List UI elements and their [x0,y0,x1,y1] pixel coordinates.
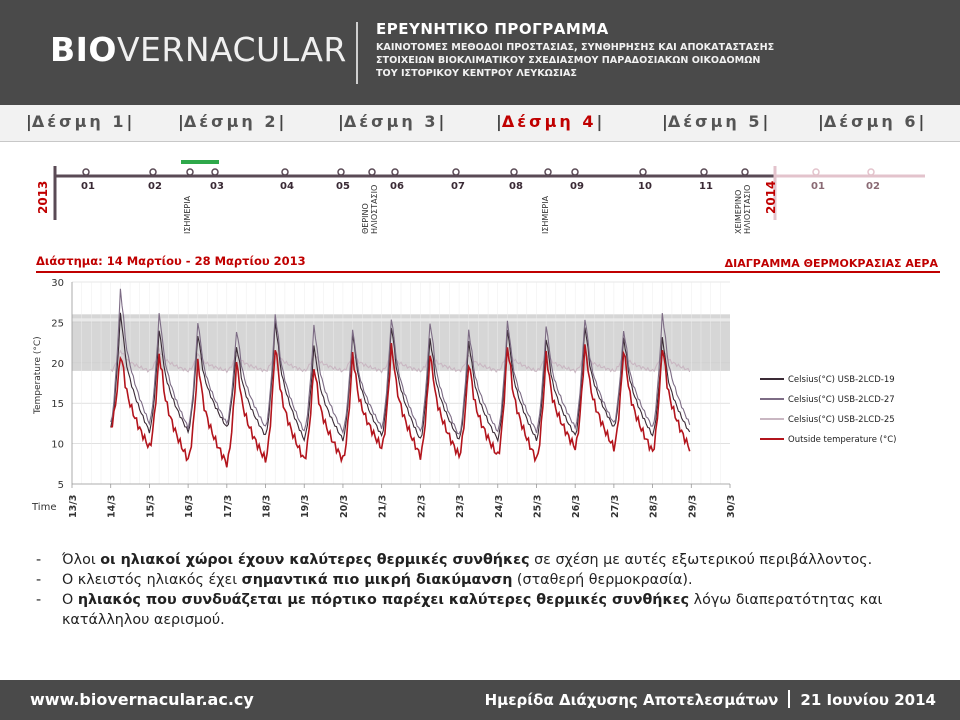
legend-label: Celsius(°C) USB-2LCD-19 [788,375,895,385]
bullet-dash: - [36,592,42,608]
header-divider [356,22,358,84]
header-banner [0,0,960,105]
program-line-2: ΣΤΟΙΧΕΙΩΝ ΒΙΟΚΛΙΜΑΤΙΚΟΥ ΣΧΕΔΙΑΣΜΟΥ ΠΑΡΑΔΟΣΙΑΚΩΝ ΟΙΚΟΔΟΜΩΝ [376,55,761,66]
timeline-month-marker [572,169,578,175]
finding-item [36,570,936,590]
x-tick-label: 23/3 [455,494,467,518]
x-tick-label: 13/3 [68,494,79,518]
timeline-event-marker [187,169,193,175]
finding-emphasis: οι ηλιακοί χώροι έχουν καλύτερες θερμικές συνθήκες [100,552,530,568]
tab-desmi-1[interactable]: |Δέσμη 1| [26,112,133,131]
finding-item [36,550,936,570]
x-tick-label: 28/3 [648,494,660,518]
y-tick-label: 5 [57,480,64,491]
timeline-month-marker [392,169,398,175]
timeline-event-label: ΙΣΗΜΕΡΙΑ [183,195,192,234]
timeline-month-label: 07 [451,181,465,192]
x-tick-label: 26/3 [571,494,583,518]
timeline-event-label: ΗΛΙΟΣΤΑΣΙΟ [370,184,379,234]
x-tick-label: 14/3 [106,494,118,518]
y-tick-label: 15 [51,399,64,411]
x-tick-label: 20/3 [338,494,350,518]
timeline-month-marker [701,169,707,175]
timeline-month-marker [813,169,819,175]
timeline-month-marker [640,169,646,175]
x-tick-label: 19/3 [300,494,312,518]
finding-text: Όλοι [62,552,101,568]
finding-text: σε σχέση με αυτές εξωτερικού περιβάλλοντος. [529,552,873,568]
y-tick-label: 25 [51,318,64,330]
temperature-chart [30,274,940,520]
legend-label: Outside temperature (°C) [788,435,897,445]
tab-desmi-5[interactable]: |Δέσμη 5| [662,112,769,131]
tab-desmi-6[interactable]: |Δέσμη 6| [818,112,925,131]
timeline-month-marker [212,169,218,175]
timeline-highlight [181,160,219,164]
chart-kind-label: ΔΙΑΓΡΑΜΜΑ ΘΕΡΜΟΚΡΑΣΙΑΣ ΑΕΡΑ [724,257,938,270]
y-tick-label: 20 [51,358,64,370]
y-axis-label: Temperature (°C) [33,336,43,414]
finding-emphasis: σημαντικά πιο μικρή διακύμανση [241,572,513,588]
timeline-month-marker [150,169,156,175]
finding-item [36,590,936,630]
timeline-month-marker [83,169,89,175]
year-2014: 2014 [764,180,778,214]
bullet-dash: - [36,552,42,568]
timeline [0,150,960,250]
x-tick-label: 29/3 [687,494,699,518]
x-tick-label: 18/3 [261,494,273,518]
timeline-month-label: 03 [210,181,224,192]
timeline-month-label: 09 [570,181,584,192]
program-info [376,20,774,80]
timeline-event-marker [545,169,551,175]
timeline-month-label: 06 [390,181,404,192]
timeline-month-marker [868,169,874,175]
tab-desmi-4[interactable]: |Δέσμη 4| [496,112,603,131]
y-tick-label: 10 [51,439,64,451]
x-tick-label: 25/3 [532,494,544,518]
bullet-dash: - [36,572,42,588]
timeline-month-marker [282,169,288,175]
findings-list [36,550,936,630]
x-tick-label: 27/3 [609,494,621,518]
biovernacular-logo: BIOVERNACULAR [50,30,347,69]
footer-event [485,690,936,709]
finding-emphasis: ηλιακός που συνδυάζεται με πόρτικο παρέχει καλύτερες θερμικές συνθήκες [77,592,690,608]
year-2013: 2013 [36,180,50,214]
y-tick-label: 30 [51,278,64,289]
x-tick-label: 30/3 [726,494,737,518]
x-tick-label: 17/3 [222,494,234,518]
timeline-month-label: 01 [81,181,95,192]
legend-label: Celsius(°C) USB-2LCD-27 [788,395,895,405]
chart-period: Διάστημα: 14 Μαρτίου - 28 Μαρτίου 2013 [36,254,306,268]
timeline-month-label: 02 [148,181,162,192]
chart-header-rule [36,271,940,273]
tab-bar [0,105,960,142]
program-title: ΕΡΕΥΝΗΤΙΚΟ ΠΡΟΓΡΑΜΜΑ [376,20,609,38]
timeline-month-marker [511,169,517,175]
timeline-event-label: ΗΛΙΟΣΤΑΣΙΟ [743,184,752,234]
timeline-event-label: ΧΕΙΜΕΡΙΝΟ [734,189,743,234]
timeline-month-label: 11 [699,181,713,192]
timeline-month-label: 08 [509,181,523,192]
finding-text: (σταθερή θερμοκρασία). [512,572,693,588]
timeline-event-label: ΙΣΗΜΕΡΙΑ [541,195,550,234]
footer-event-date: 21 Ιουνίου 2014 [800,691,936,709]
timeline-event-marker [742,169,748,175]
x-axis-label: Time [32,502,57,513]
footer-separator [788,690,790,708]
program-line-3: ΤΟΥ ΙΣΤΟΡΙΚΟΥ ΚΕΝΤΡΟΥ ΛΕΥΚΩΣΙΑΣ [376,68,577,79]
timeline-month-marker [338,169,344,175]
x-tick-label: 16/3 [184,494,196,518]
timeline-month-label: 04 [280,181,294,192]
x-tick-label: 22/3 [416,494,428,518]
footer-website-link[interactable]: www.biovernacular.ac.cy [30,690,254,709]
legend-label: Celsius(°C) USB-2LCD-25 [788,415,895,425]
finding-text: Ο [62,592,78,608]
timeline-event-label: ΘΕΡΙΝΟ [361,203,370,234]
timeline-month-label: 01 [811,181,825,192]
timeline-event-marker [369,169,375,175]
finding-text: λόγω διαπερατότητας και κατάλληλου αερισμού. [62,592,883,628]
x-tick-label: 15/3 [145,494,157,518]
timeline-month-label: 10 [638,181,652,192]
finding-text: Ο κλειστός ηλιακός έχει [62,572,242,588]
footer-event-title: Ημερίδα Διάχυσης Αποτελεσμάτων [484,691,779,709]
program-line-1: ΚΑΙΝΟΤΟΜΕΣ ΜΕΘΟΔΟΙ ΠΡΟΣΤΑΣΙΑΣ, ΣΥΝΘΗΡΗΣΗΣ ΚΑΙ ΑΠΟΚΑΤΑΣΤΑΣΗΣ [376,42,775,53]
footer-bar [0,680,960,720]
timeline-month-label: 05 [336,181,350,192]
x-tick-label: 21/3 [377,494,389,518]
tab-desmi-2[interactable]: |Δέσμη 2| [178,112,285,131]
x-tick-label: 24/3 [493,494,505,518]
timeline-month-marker [453,169,459,175]
tab-desmi-3[interactable]: |Δέσμη 3| [338,112,445,131]
timeline-month-label: 02 [866,181,880,192]
